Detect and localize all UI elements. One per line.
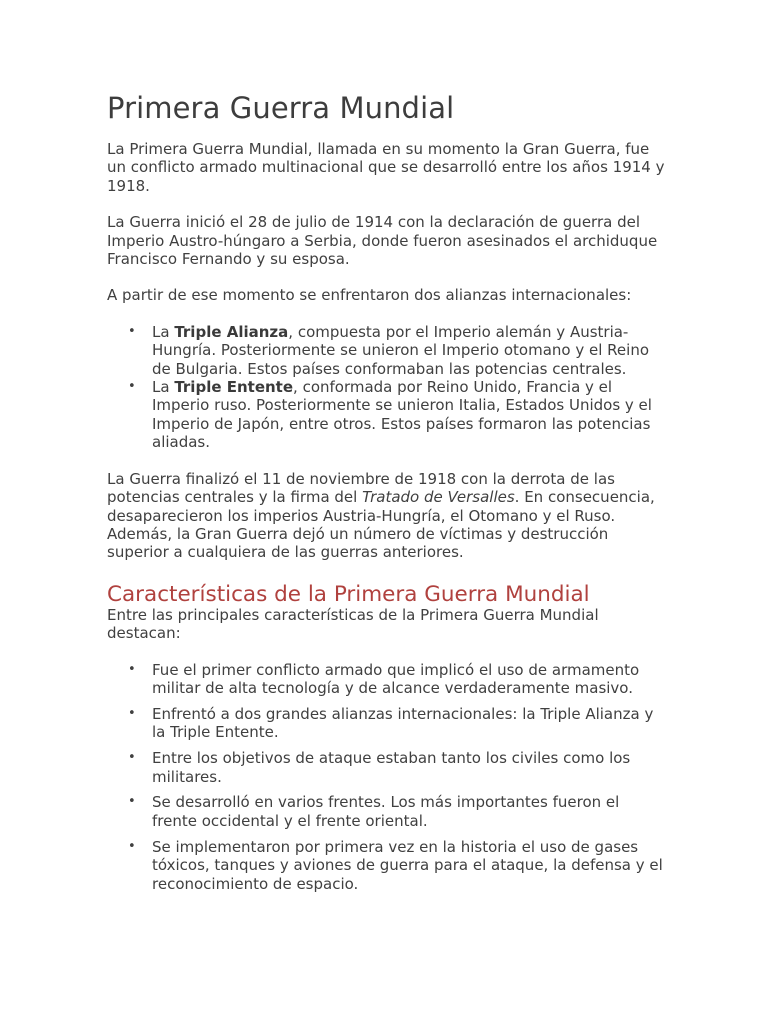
bullet-icon: •: [128, 705, 136, 721]
alliance-item-triple-alianza: [107, 323, 667, 378]
list-item: [107, 793, 667, 830]
intro-paragraph-2: La Guerra inició el 28 de julio de 1914 con la declaración de guerra del Imperio Austro-húngaro a Serbia, donde fueron asesinados el archiduque Francisco Fernando y su esposa.: [107, 213, 658, 269]
characteristics-heading: Características de la Primera Guerra Mundial: [107, 581, 590, 607]
list-item: [107, 749, 667, 786]
list-item: [107, 838, 667, 893]
characteristics-intro: Entre las principales características de la Primera Guerra Mundial destacan:: [107, 605, 599, 643]
alliance-text: , conformada por Reino Unido, Francia y el Imperio ruso. Posteriormente se unieron Italia, Estados Unidos y el Imperio de Japón, entre otros. Estos países formaron las potencias aliadas.: [152, 378, 652, 452]
document-page: [107, 88, 667, 911]
bullet-icon: •: [128, 750, 136, 766]
intro-paragraph-3: A partir de ese momento se enfrentaron dos alianzas internacionales:: [107, 286, 632, 305]
list-item-text: Se desarrolló en varios frentes. Los más importantes fueron el frente occidental y el frente oriental.: [152, 793, 620, 830]
intro-paragraph-1: La Primera Guerra Mundial, llamada en su momento la Gran Guerra, fue un conflicto armado multinacional que se desarrolló entre los años 1914 y 1918.: [107, 140, 665, 195]
bullet-icon: •: [128, 794, 136, 810]
conclusion-paragraph: [107, 470, 667, 562]
alliance-name: Triple Alianza: [174, 322, 289, 341]
list-item: [107, 661, 667, 698]
list-item-text: Se implementaron por primera vez en la historia el uso de gases tóxicos, tanques y aviones de guerra para el ataque, la defensa y el reconocimiento de espacio.: [152, 837, 663, 893]
list-item-text: Entre los objetivos de ataque estaban tanto los civiles como los militares.: [152, 749, 631, 786]
alliance-name: Triple Entente: [174, 378, 294, 397]
page-title: Primera Guerra Mundial: [107, 91, 455, 125]
list-item-text: Enfrentó a dos grandes alianzas internacionales: la Triple Alianza y la Triple Entente.: [152, 704, 654, 742]
alliance-prefix: La: [152, 322, 175, 341]
alliances-list: [107, 323, 667, 452]
list-item: [107, 705, 667, 742]
bullet-icon: •: [128, 323, 136, 339]
bullet-icon: •: [128, 838, 136, 854]
bullet-icon: •: [128, 661, 136, 677]
characteristics-list: [107, 661, 667, 893]
conclusion-before: La Guerra finalizó el 11 de noviembre de 1918 con la derrota de las potencias centrales y la firma del: [107, 469, 615, 507]
alliance-prefix: La: [152, 378, 175, 397]
treaty-name: Tratado de Versalles: [362, 488, 515, 507]
list-item-text: Fue el primer conflicto armado que implicó el uso de armamento militar de alta tecnología y de alcance verdaderamente masivo.: [152, 660, 640, 697]
alliance-item-triple-entente: [107, 378, 667, 452]
bullet-icon: •: [128, 379, 136, 395]
conclusion-after: . En consecuencia, desaparecieron los imperios Austria-Hungría, el Otomano y el Ruso. Además, la Gran Guerra dejó un número de víctimas y destrucción superior a cualquiera de las guerras anteriores.: [107, 488, 655, 562]
alliance-text: , compuesta por el Imperio alemán y Austria-Hungría. Posteriormente se unieron el Imperio otomano y el Reino de Bulgaria. Estos países conformaban las potencias centrales.: [152, 322, 649, 378]
